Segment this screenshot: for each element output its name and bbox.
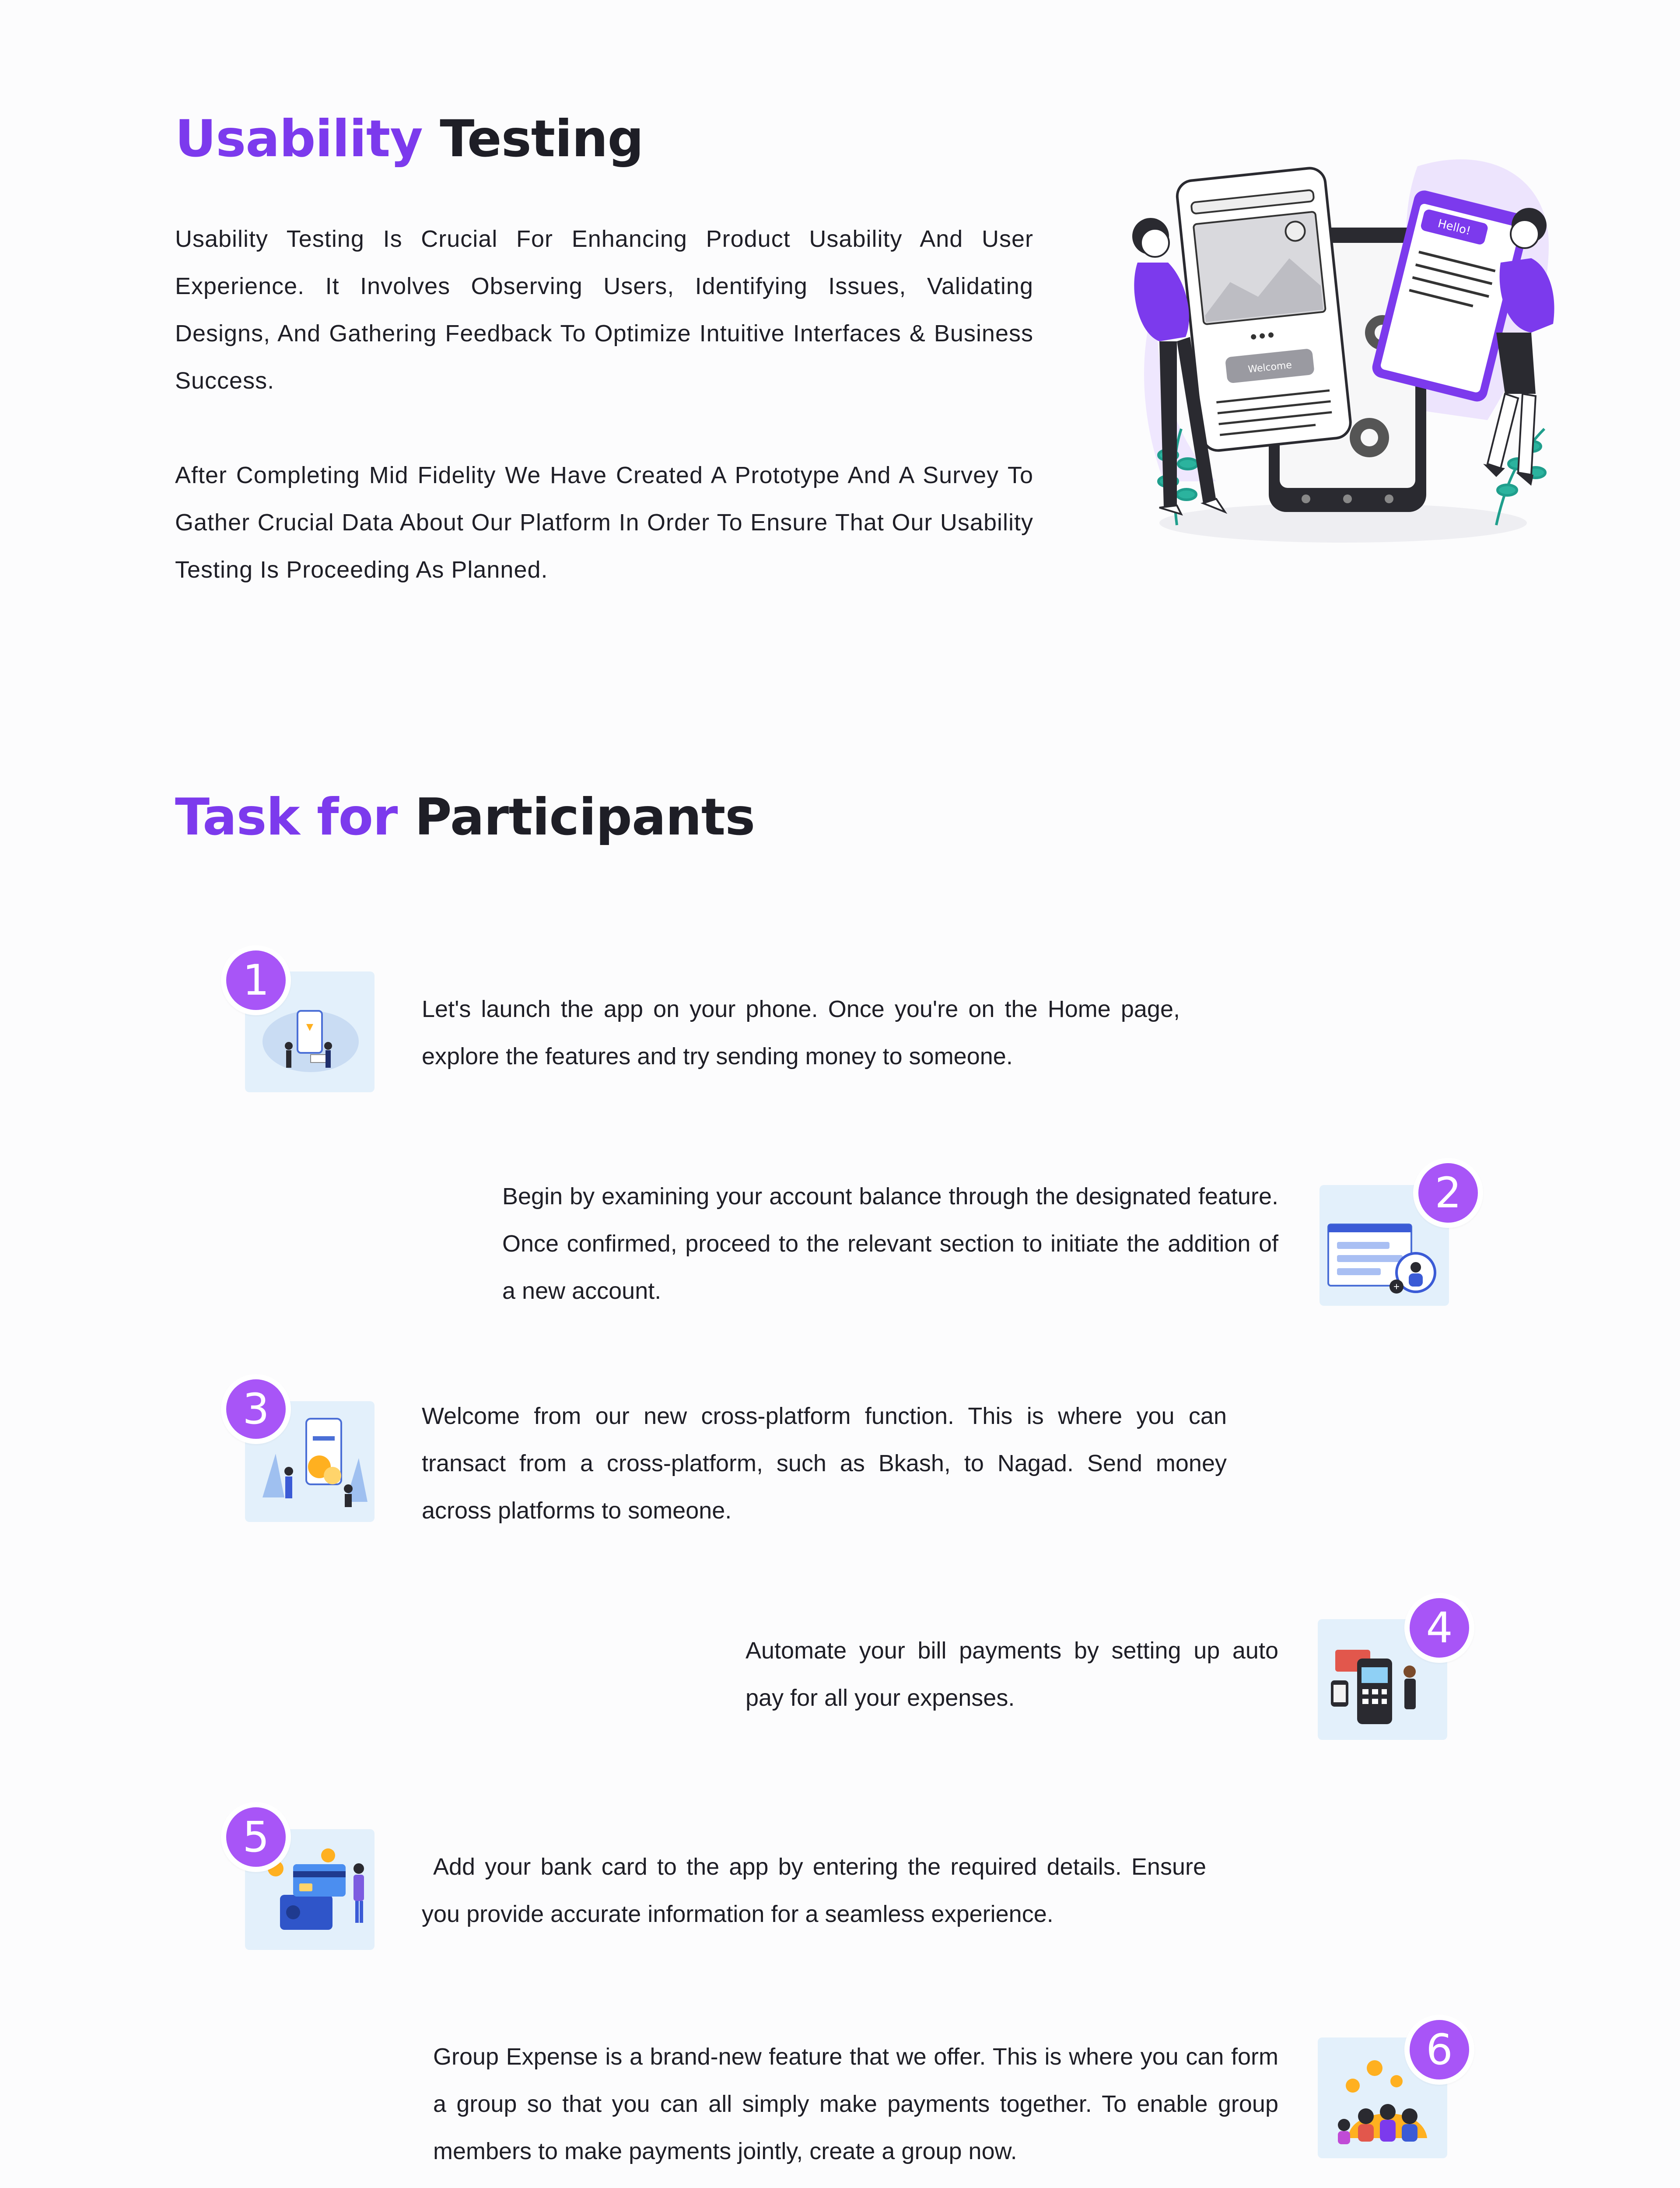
tasks-title	[175, 788, 755, 847]
usability-paragraph-2: After Completing Mid Fidelity We Have Created A Prototype And A Survey To Gather Crucial Data About Our Platform In Order To Ensure That Our Usability Testing Is Proceeding As Planned.	[175, 462, 1033, 583]
usability-illustration	[1111, 149, 1575, 551]
task-2-text: Begin by examining your account balance through the designated feature. Once confirmed, proceed to the relevant section to initiate the addition of a new account.	[502, 1183, 1278, 1304]
task-2-number-badge: 2	[1413, 1158, 1483, 1228]
task-1-number-badge: 1	[221, 945, 291, 1015]
tasks-title-rest: Participants	[414, 788, 755, 847]
usability-title-accent: Usability	[175, 109, 423, 168]
tasks-title-accent: Task for	[175, 788, 398, 847]
task-5-text: Add your bank card to the app by entering the required details. Ensure you provide accurate information for a seamless experience.	[422, 1854, 1206, 1927]
task-4-text: Automate your bill payments by setting up auto pay for all your expenses.	[746, 1637, 1278, 1711]
task-3-text: Welcome from our new cross-platform function. This is where you can transact from a cross-platform, such as Bkash, to Nagad. Send money across platforms to someone.	[422, 1403, 1227, 1524]
svg-text:+: +	[1393, 1281, 1400, 1293]
task-4-number-badge: 4	[1404, 1593, 1474, 1663]
usability-title-rest: Testing	[440, 109, 644, 168]
task-6-number-badge: 6	[1404, 2015, 1474, 2085]
usability-title	[175, 109, 644, 168]
task-5-number-badge: 5	[221, 1802, 291, 1872]
task-3-number-badge: 3	[221, 1374, 291, 1444]
hello-label: Hello!	[1436, 217, 1472, 238]
task-1-text: Let's launch the app on your phone. Once you're on the Home page, explore the features and try sending money to someone.	[422, 996, 1180, 1069]
task-6-text: Group Expense is a brand-new feature that we offer. This is where you can form a group so that you can all simply make payments together. To enable group members to make payments jointly, create a group now.	[433, 2044, 1278, 2164]
welcome-label: Welcome	[1247, 359, 1293, 375]
usability-paragraph-1: Usability Testing Is Crucial For Enhancing Product Usability And User Experience. It Involves Observing Users, Identifying Issues, Validating Designs, And Gathering Feedback To Optimize Intuitive Interfaces & Business Success.	[175, 226, 1033, 394]
